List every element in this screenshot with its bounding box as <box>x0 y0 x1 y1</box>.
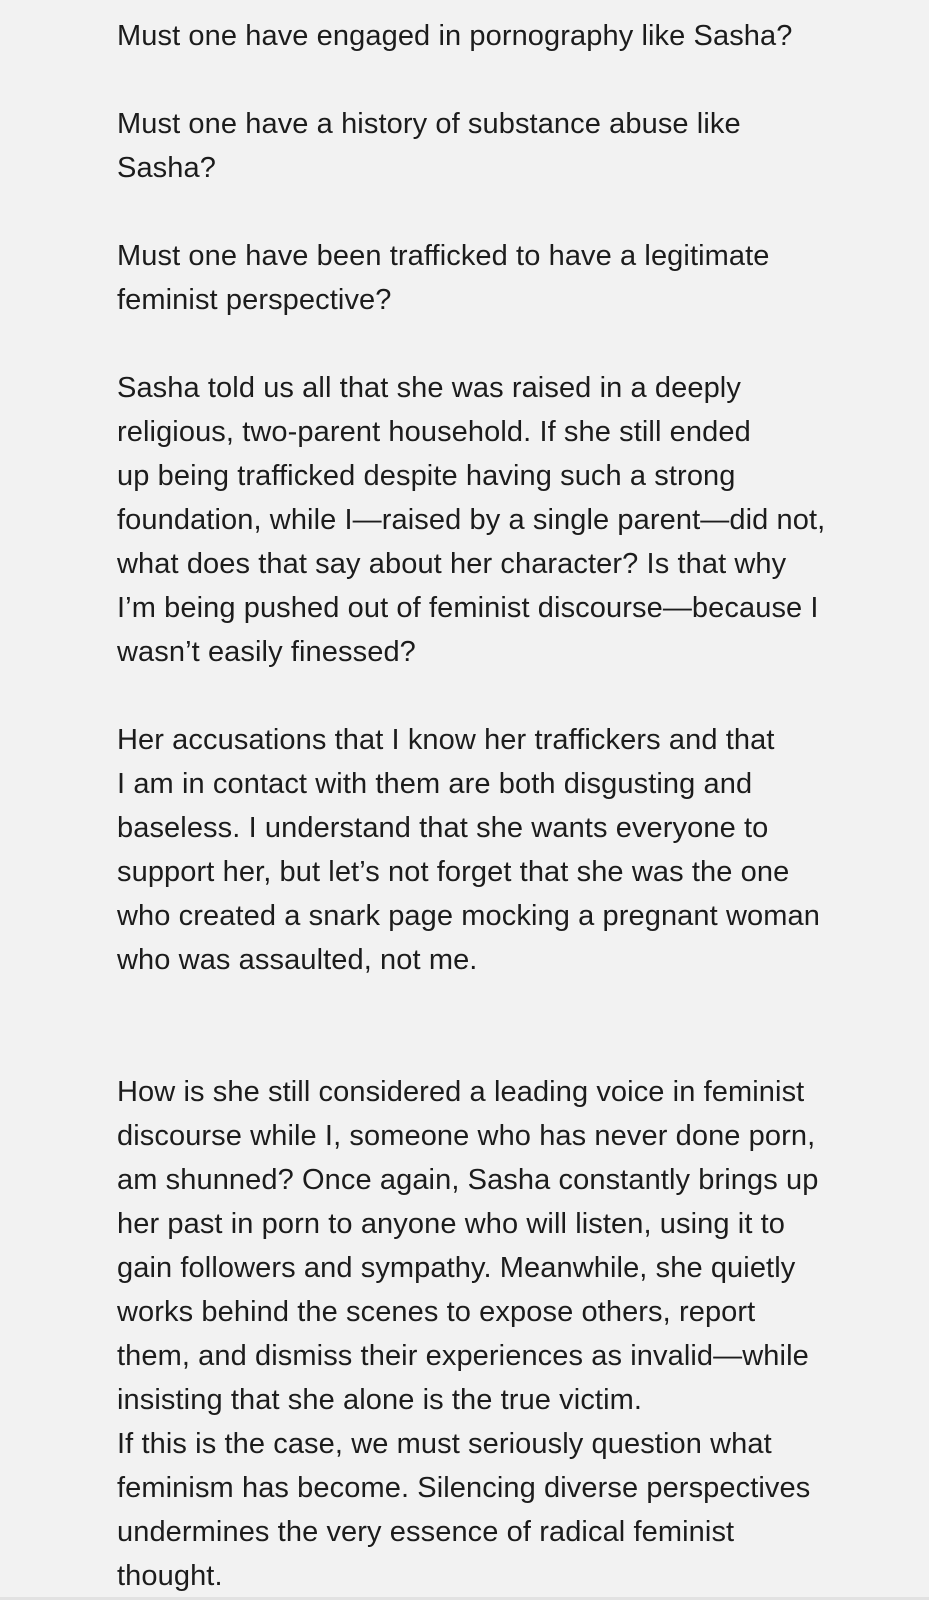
text-line: who was assaulted, not me. <box>117 944 478 976</box>
paragraph-accusations <box>117 718 852 982</box>
paragraph-conclusion <box>117 1422 852 1598</box>
text-line: feminist perspective? <box>117 284 392 316</box>
text-line: I’m being pushed out of feminist discourse—because I <box>117 592 819 624</box>
text-line: Sasha? <box>117 152 216 184</box>
text-line: them, and dismiss their experiences as invalid—while <box>117 1340 809 1372</box>
text-line: Must one have been trafficked to have a legitimate <box>117 240 770 272</box>
text-line: thought. <box>117 1560 223 1592</box>
text-line: who created a snark page mocking a pregnant woman <box>117 900 820 932</box>
paragraph-spacer <box>117 982 852 1070</box>
text-line: am shunned? Once again, Sasha constantly brings up <box>117 1164 819 1196</box>
text-line: undermines the very essence of radical feminist <box>117 1516 735 1548</box>
paragraph-trafficked-question <box>117 234 852 322</box>
article-body <box>117 14 852 1598</box>
paragraph-spacer <box>117 674 852 718</box>
text-line: up being trafficked despite having such a strong <box>117 460 736 492</box>
paragraph-upbringing <box>117 366 852 674</box>
text-line: religious, two-parent household. If she still ended <box>117 416 751 448</box>
text-line: what does that say about her character? Is that why <box>117 548 787 580</box>
text-line: How is she still considered a leading voice in feminist <box>117 1076 805 1108</box>
paragraph-leading-voice <box>117 1070 852 1422</box>
text-line: wasn’t easily finessed? <box>117 636 416 668</box>
text-line: Must one have a history of substance abuse like <box>117 108 741 140</box>
text-line: feminism has become. Silencing diverse perspectives <box>117 1472 811 1504</box>
text-line: works behind the scenes to expose others, report <box>117 1296 756 1328</box>
text-line: If this is the case, we must seriously question what <box>117 1428 772 1460</box>
paragraph-spacer <box>117 322 852 366</box>
text-line: Her accusations that I know her traffickers and that <box>117 724 775 756</box>
text-line: support her, but let’s not forget that she was the one <box>117 856 790 888</box>
text-line: discourse while I, someone who has never done porn, <box>117 1120 816 1152</box>
text-line: I am in contact with them are both disgusting and <box>117 768 753 800</box>
paragraph-spacer <box>117 190 852 234</box>
text-line: her past in porn to anyone who will listen, using it to <box>117 1208 786 1240</box>
paragraph-pornography-question <box>117 14 852 58</box>
text-line: baseless. I understand that she wants everyone to <box>117 812 769 844</box>
paragraph-spacer <box>117 58 852 102</box>
text-line: foundation, while I—raised by a single parent—did not, <box>117 504 826 536</box>
text-line: Must one have engaged in pornography like Sasha? <box>117 20 793 52</box>
text-line: Sasha told us all that she was raised in a deeply <box>117 372 741 404</box>
text-line: insisting that she alone is the true victim. <box>117 1384 643 1416</box>
paragraph-substance-question <box>117 102 852 190</box>
text-line: gain followers and sympathy. Meanwhile, she quietly <box>117 1252 796 1284</box>
